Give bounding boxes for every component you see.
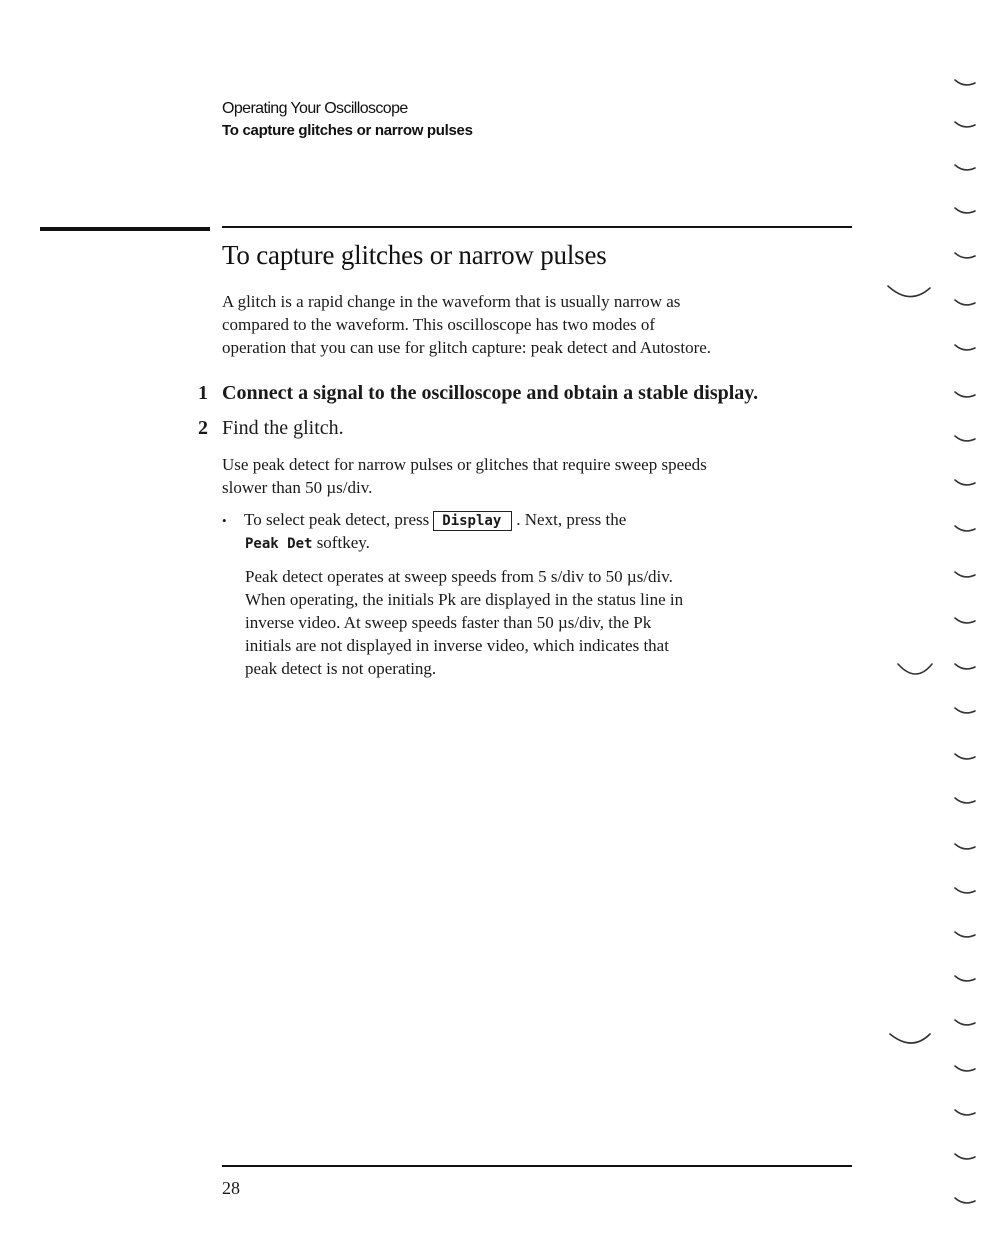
binding-mark	[955, 1198, 975, 1203]
chapter-title: Operating Your Oscilloscope	[222, 100, 408, 117]
detail-line: When operating, the initials Pk are displayed in the status line in	[245, 590, 684, 609]
step-number: 2	[198, 417, 208, 439]
binding-mark	[955, 754, 975, 759]
binding-mark	[955, 708, 975, 713]
bullet-dot-icon: •	[222, 513, 227, 528]
intro-line: compared to the waveform. This oscilloscope has two modes of	[222, 315, 656, 334]
paragraph-line: slower than 50 µs/div.	[222, 478, 373, 497]
binding-mark	[955, 844, 975, 849]
binding-mark-large	[890, 1034, 930, 1043]
step-text: Connect a signal to the oscilloscope and obtain a stable display.	[222, 382, 759, 404]
detail-line: Peak detect operates at sweep speeds from 5 s/div to 50 µs/div.	[245, 567, 673, 586]
binding-mark	[955, 392, 975, 397]
binding-mark	[955, 253, 975, 258]
binding-mark-large	[888, 286, 930, 297]
page-number: 28	[222, 1178, 240, 1198]
binding-mark	[955, 165, 975, 170]
binding-mark	[955, 436, 975, 441]
bullet-text-after: . Next, press the	[516, 510, 627, 529]
binding-mark	[955, 300, 975, 305]
binding-mark	[955, 1154, 975, 1159]
detail-line: inverse video. At sweep speeds faster than 50 µs/div, the Pk	[245, 613, 652, 632]
peak-det-softkey: Peak Det	[245, 536, 313, 552]
binding-mark	[955, 345, 975, 350]
binding-mark	[955, 526, 975, 531]
step-number: 1	[198, 382, 208, 404]
binding-mark	[955, 1020, 975, 1025]
binding-mark	[955, 1110, 975, 1115]
section-title: To capture glitches or narrow pulses	[222, 240, 607, 270]
display-key: Display	[433, 511, 512, 531]
paragraph-line: Use peak detect for narrow pulses or glitches that require sweep speeds	[222, 455, 707, 474]
binding-mark	[955, 208, 975, 213]
detail-line: peak detect is not operating.	[245, 659, 437, 678]
step-text: Find the glitch.	[222, 417, 344, 439]
binding-mark	[955, 122, 975, 127]
softkey-suffix: softkey.	[312, 533, 370, 552]
intro-line: A glitch is a rapid change in the waveform that is usually narrow as	[222, 292, 681, 311]
binding-mark	[955, 664, 975, 669]
bullet-text: To select peak detect, press	[244, 510, 430, 529]
detail-line: initials are not displayed in inverse video, which indicates that	[245, 636, 669, 655]
binding-mark	[955, 798, 975, 803]
binding-mark	[955, 80, 975, 85]
binding-mark	[955, 618, 975, 623]
section-running-title: To capture glitches or narrow pulses	[222, 122, 473, 139]
binding-mark	[955, 572, 975, 577]
binding-mark	[955, 976, 975, 981]
binding-mark	[955, 480, 975, 485]
binding-mark	[955, 888, 975, 893]
binding-mark	[955, 932, 975, 937]
binding-mark-large	[898, 664, 932, 674]
binding-mark	[955, 1066, 975, 1071]
intro-line: operation that you can use for glitch capture: peak detect and Autostore.	[222, 338, 712, 357]
